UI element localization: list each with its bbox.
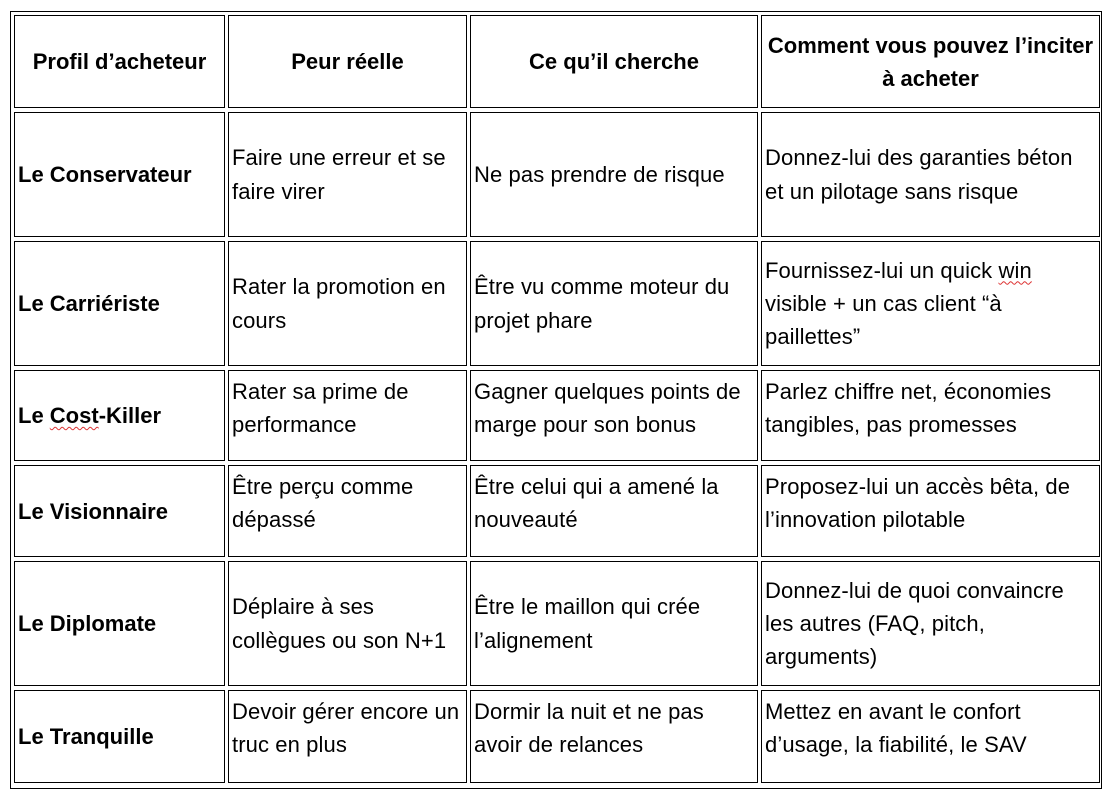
- profile-label: [18, 399, 161, 432]
- fear-text: Rater la promotion en cours: [232, 274, 446, 333]
- row-1-seeks: [470, 112, 758, 237]
- row-4-fear: [228, 465, 467, 557]
- header-profile-text: Profil d’acheteur: [32, 49, 207, 74]
- row-2-how: [761, 241, 1100, 366]
- seeks-text: Être vu comme moteur du projet phare: [474, 274, 730, 333]
- seeks-text: Dormir la nuit et ne pas avoir de relances: [474, 699, 704, 758]
- row-2-seeks: [470, 241, 758, 366]
- row-6-how: [761, 690, 1100, 783]
- profile-label: Le Conservateur: [18, 162, 192, 187]
- how-text: Mettez en avant le confort d’usage, la fiabilité, le SAV: [765, 699, 1027, 758]
- profile-label-suffix: -Killer: [98, 403, 162, 428]
- row-3-seeks: [470, 370, 758, 461]
- row-6-seeks: [470, 690, 758, 783]
- row-5-fear: [228, 561, 467, 686]
- spellcheck-flagged-word[interactable]: Cost: [49, 403, 99, 428]
- profile-label: Le Tranquille: [18, 724, 154, 749]
- row-2-profile: [14, 241, 225, 366]
- how-text: Parlez chiffre net, économies tangibles, pas promesses: [765, 379, 1052, 438]
- row-1-how: [761, 112, 1100, 237]
- header-profile: [14, 15, 225, 108]
- row-2-fear: [228, 241, 467, 366]
- row-4-seeks: [470, 465, 758, 557]
- how-text: Proposez-lui un accès bêta, de l’innovation pilotable: [765, 474, 1071, 533]
- row-3-how: [761, 370, 1100, 461]
- row-5-seeks: [470, 561, 758, 686]
- seeks-text: Gagner quelques points de marge pour son bonus: [474, 379, 741, 438]
- header-how-text: Comment vous pouvez l’inciter à acheter: [767, 32, 1094, 91]
- header-seeks-text: Ce qu’il cherche: [529, 49, 699, 74]
- row-3-fear: [228, 370, 467, 461]
- profile-label: Le Diplomate: [18, 611, 157, 636]
- profile-label-prefix: Le: [18, 403, 50, 428]
- header-how: [761, 15, 1100, 108]
- seeks-text: Ne pas prendre de risque: [474, 161, 725, 187]
- how-text: [765, 254, 1096, 354]
- how-text-suffix: visible + un cas client “à paillettes”: [765, 290, 1002, 350]
- row-6-fear: [228, 690, 467, 783]
- fear-text: Faire une erreur et se faire virer: [232, 145, 446, 204]
- profile-label: Le Visionnaire: [18, 498, 168, 524]
- row-5-profile: [14, 561, 225, 686]
- row-4-profile: [14, 465, 225, 557]
- how-text-prefix: Fournissez-lui un quick: [765, 257, 999, 283]
- profile-label: Le Carriériste: [18, 291, 160, 316]
- how-text: Donnez-lui des garanties béton et un pilotage sans risque: [765, 145, 1073, 204]
- fear-text: Être perçu comme dépassé: [232, 474, 414, 533]
- row-4-how: [761, 465, 1100, 557]
- spellcheck-flagged-word[interactable]: win: [998, 257, 1032, 283]
- header-fear: [228, 15, 467, 108]
- row-5-how: [761, 561, 1100, 686]
- row-3-profile: [14, 370, 225, 461]
- row-1-profile: [14, 112, 225, 237]
- seeks-text: Être le maillon qui crée l’alignement: [474, 594, 701, 653]
- buyer-profiles-table: [10, 11, 1102, 789]
- how-text: Donnez-lui de quoi convaincre les autres (FAQ, pitch, arguments): [765, 577, 1064, 670]
- row-6-profile: [14, 690, 225, 783]
- seeks-text: Être celui qui a amené la nouveauté: [474, 474, 719, 533]
- fear-text: Déplaire à ses collègues ou son N+1: [232, 594, 447, 653]
- fear-text: Rater sa prime de performance: [232, 379, 409, 438]
- header-fear-text: Peur réelle: [291, 49, 404, 74]
- row-1-fear: [228, 112, 467, 237]
- header-seeks: [470, 15, 758, 108]
- fear-text: Devoir gérer encore un truc en plus: [232, 699, 460, 758]
